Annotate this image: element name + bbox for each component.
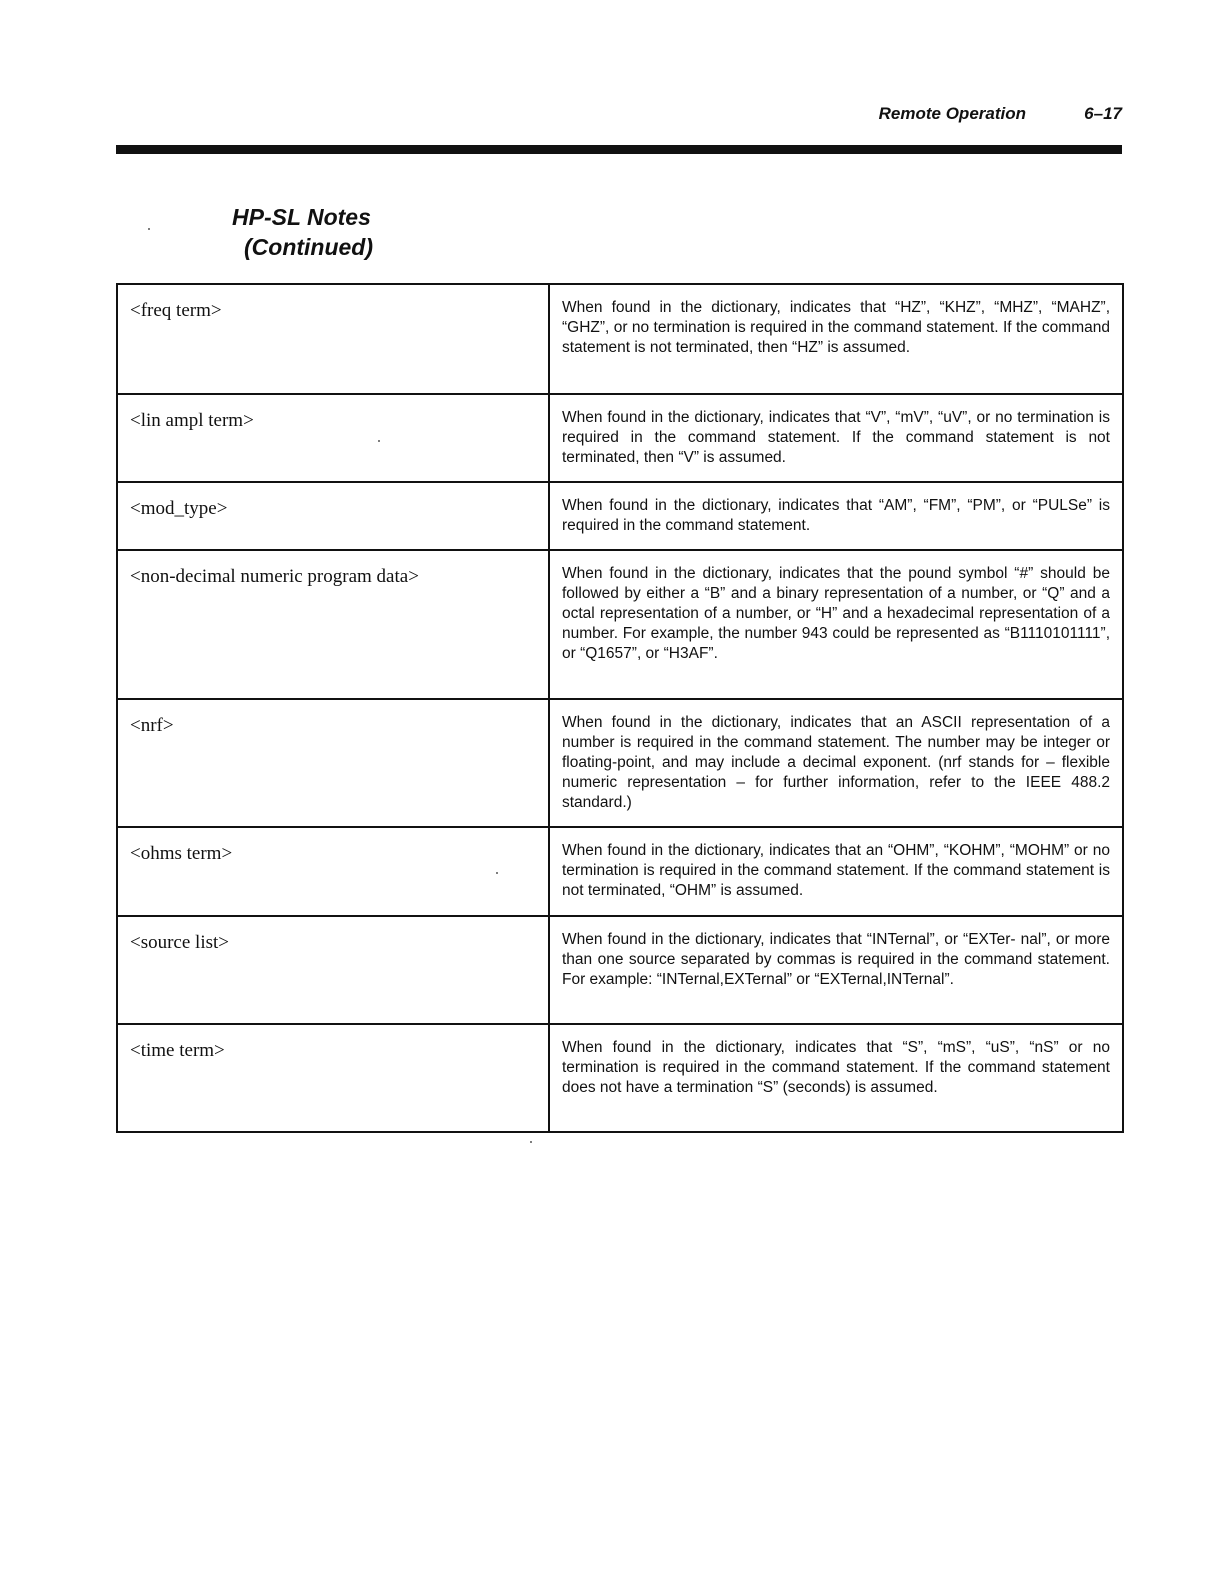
notes-title-line1: HP-SL Notes xyxy=(232,204,371,230)
term-cell: <mod_type> xyxy=(117,482,549,550)
section-label: Remote Operation xyxy=(878,104,1026,123)
table-row xyxy=(117,284,1123,394)
scan-speck xyxy=(496,872,498,874)
description-cell: When found in the dictionary, indicates that an “OHM”, “KOHM”, “MOHM” or no termination is required in the command statement. If the command statement is not terminated, “OHM” is assumed. xyxy=(549,827,1123,916)
notes-title xyxy=(232,202,373,262)
description-cell: When found in the dictionary, indicates that an ASCII representation of a number is required in the command statement. The number may be integer or floating-point, and may include a decimal exponent. (nrf stands for – flexible numeric representation – for further information, refer to the IEEE 488.2 standard.) xyxy=(549,699,1123,827)
table-row xyxy=(117,482,1123,550)
header-rule xyxy=(116,145,1122,154)
scan-speck xyxy=(530,1141,532,1143)
table-row xyxy=(117,394,1123,482)
term-cell: <nrf> xyxy=(117,699,549,827)
term-cell: <ohms term> xyxy=(117,827,549,916)
description-cell: When found in the dictionary, indicates that “AM”, “FM”, “PM”, or “PULSe” is required in the command statement. xyxy=(549,482,1123,550)
description-cell: When found in the dictionary, indicates that “HZ”, “KHZ”, “MHZ”, “MAHZ”, “GHZ”, or no termination is required in the command statement. If the command statement is not terminated, then “HZ” is assumed. xyxy=(549,284,1123,394)
table-row xyxy=(117,827,1123,916)
description-cell: When found in the dictionary, indicates that “V”, “mV”, “uV”, or no termination is required in the command statement. If the command statement is not terminated, then “V” is assumed. xyxy=(549,394,1123,482)
term-cell: <lin ampl term> xyxy=(117,394,549,482)
running-header xyxy=(0,104,1122,128)
scan-speck xyxy=(148,228,150,230)
term-cell: <freq term> xyxy=(117,284,549,394)
term-cell: <source list> xyxy=(117,916,549,1024)
description-cell: When found in the dictionary, indicates that “S”, “mS”, “uS”, “nS” or no termination is required in the command statement. If the command statement does not have a termination “S” (seconds) is assumed. xyxy=(549,1024,1123,1132)
table-row xyxy=(117,699,1123,827)
table-row xyxy=(117,550,1123,699)
notes-table xyxy=(116,283,1124,1133)
scan-speck xyxy=(378,440,380,442)
table-row xyxy=(117,1024,1123,1132)
term-cell: <time term> xyxy=(117,1024,549,1132)
description-cell: When found in the dictionary, indicates that “INTernal”, or “EXTer- nal”, or more than one source separated by commas is required in the command statement. For example: “INTernal,EXTernal” or “EXTernal,INTernal”. xyxy=(549,916,1123,1024)
table-row xyxy=(117,916,1123,1024)
page-number: 6–17 xyxy=(1084,104,1122,123)
term-cell: <non-decimal numeric program data> xyxy=(117,550,549,699)
description-cell: When found in the dictionary, indicates that the pound symbol “#” should be followed by either a “B” and a binary representation of a number, or “Q” and a octal representation of a number, or “H” and a hexadecimal representation of a number. For example, the number 943 could be represented as “B1110101111”, or “Q1657”, or “H3AF”. xyxy=(549,550,1123,699)
notes-title-line2: (Continued) xyxy=(244,234,374,260)
